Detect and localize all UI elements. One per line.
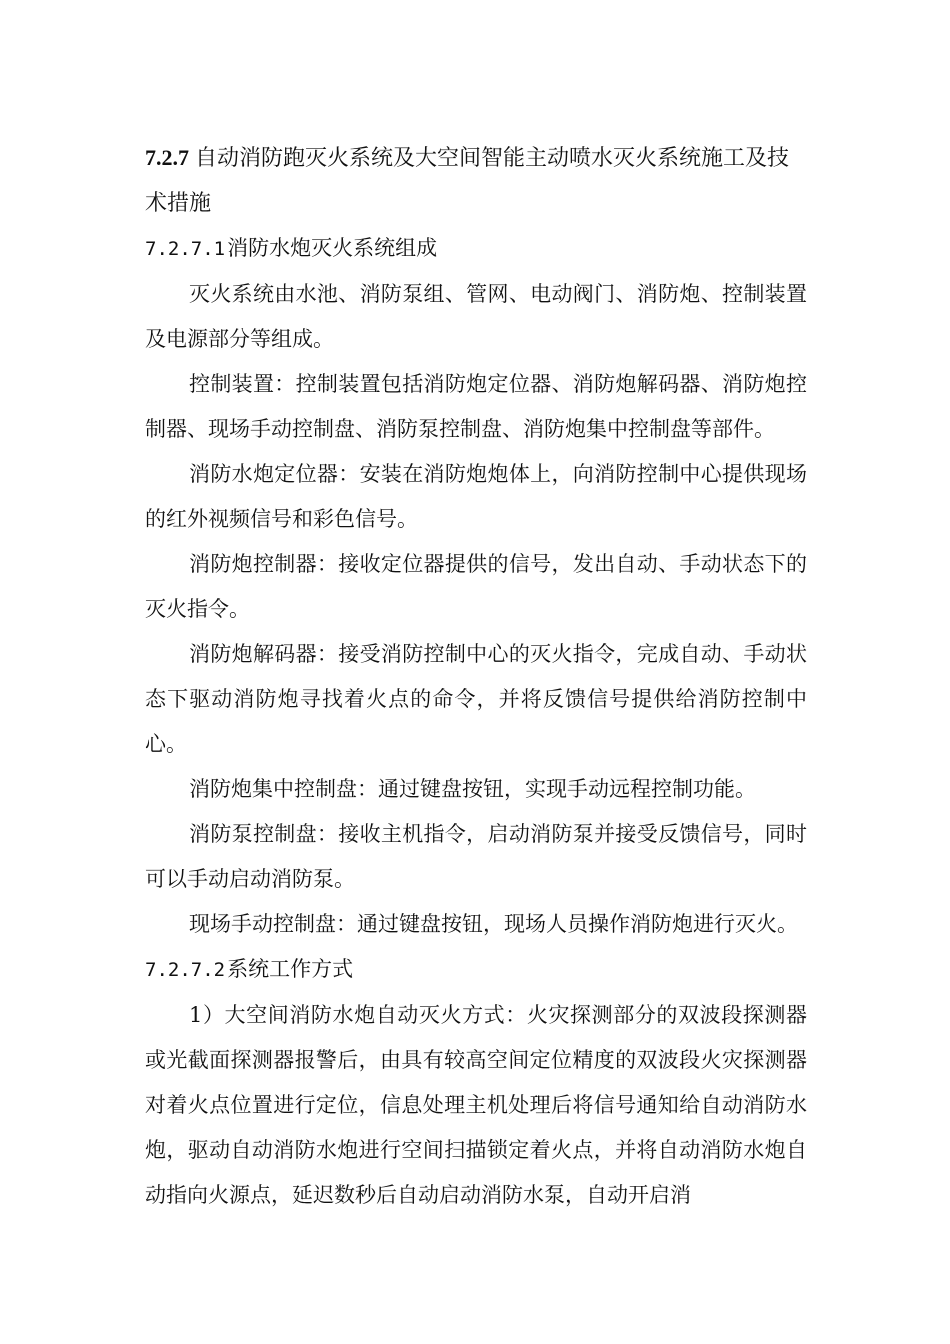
paragraph-manual-panel: 现场手动控制盘：通过键盘按钮，现场人员操作消防炮进行灭火。 xyxy=(189,912,798,936)
subsection-heading-1 xyxy=(145,226,807,272)
subsection-number: 7.2.7.2 xyxy=(145,959,226,981)
paragraph-auto-extinguish-mode: 1）大空间消防水炮自动灭火方式：火灾探测部分的双波段探测器或光截面探测器报警后，由具有较高空间定位精度的双波段火灾探测器对着火点位置进行定位，信息处理主机处理后将信号通知给自动消防水炮，驱动自动消防水炮进行空间扫描锁定着火点，并将自动消防水炮自动指向火源点，延迟数秒后自动启动消防水泵，自动开启消 xyxy=(145,1003,807,1207)
paragraph-locator: 消防水炮定位器：安装在消防炮炮体上，向消防控制中心提供现场的红外视频信号和彩色信号。 xyxy=(145,462,807,531)
paragraph-control-device: 控制装置：控制装置包括消防炮定位器、消防炮解码器、消防炮控制器、现场手动控制盘、消防泵控制盘、消防炮集中控制盘等部件。 xyxy=(145,372,807,441)
subsection-number: 7.2.7.1 xyxy=(145,238,226,260)
subsection-title: 消防水炮灭火系统组成 xyxy=(227,236,438,260)
subsection-heading-2 xyxy=(145,947,807,993)
document-page xyxy=(145,135,807,1218)
section-number: 7.2.7 xyxy=(145,145,189,170)
paragraph-system-composition: 灭火系统由水池、消防泵组、管网、电动阀门、消防炮、控制装置及电源部分等组成。 xyxy=(145,282,807,351)
section-heading xyxy=(145,135,807,226)
paragraph-controller: 消防炮控制器：接收定位器提供的信号，发出自动、手动状态下的灭火指令。 xyxy=(145,552,807,621)
subsection-title: 系统工作方式 xyxy=(227,957,354,981)
section-title: 自动消防跑灭火系统及大空间智能主动喷水灭火系统施工及技术措施 xyxy=(145,146,790,216)
paragraph-pump-panel: 消防泵控制盘：接收主机指令，启动消防泵并接受反馈信号，同时可以手动启动消防泵。 xyxy=(145,822,807,891)
paragraph-decoder: 消防炮解码器：接受消防控制中心的灭火指令，完成自动、手动状态下驱动消防炮寻找着火点的命令，并将反馈信号提供给消防控制中心。 xyxy=(145,642,807,756)
paragraph-central-panel: 消防炮集中控制盘：通过键盘按钮，实现手动远程控制功能。 xyxy=(189,777,756,801)
